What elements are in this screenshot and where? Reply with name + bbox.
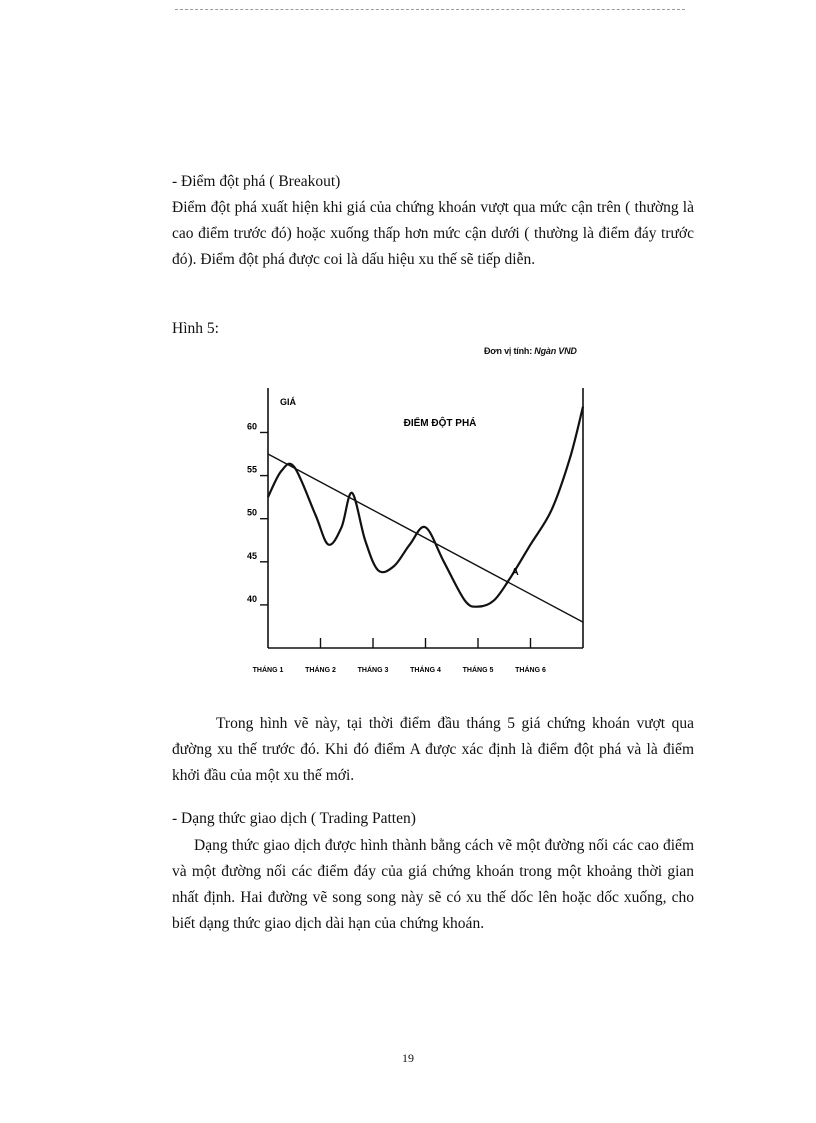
x-category-label: THÁNG 4 xyxy=(410,667,441,674)
paragraph-breakout: Điểm đột phá xuất hiện khi giá của chứng khoán vượt qua mức cận trên ( thường là cao điểm trước đó) hoặc xuống thấp hơn mức cận dưới ( thường là điểm đáy trước đó). Điểm đột phá được coi là dấu hiệu xu thế sẽ tiếp diễn. xyxy=(172,199,694,268)
chart-title: ĐIỂM ĐỘT PHÁ xyxy=(403,418,477,429)
page-number: 19 xyxy=(402,1051,414,1065)
section-heading-breakout: - Điểm đột phá ( Breakout) xyxy=(172,173,341,190)
x-category-label: THÁNG 1 xyxy=(252,667,284,674)
y-axis-title: GIÁ xyxy=(280,397,297,407)
paragraph-trading-pattern: Dạng thức giao dịch được hình thành bằng cách vẽ một đường nối các cao điểm và một đường nối các điểm đáy của giá chứng khoán trong một khoảng thời gian nhất định. Hai đường vẽ song song này sẽ có xu thế dốc lên hoặc dốc xuống, cho biết dạng thức giao dịch dài hạn của chứng khoán. xyxy=(172,837,694,932)
breakout-point-label: A xyxy=(511,567,519,579)
x-category-label: THÁNG 5 xyxy=(462,667,494,674)
figure-label: Hình 5: xyxy=(172,320,219,337)
paragraph-figure-explanation: Trong hình vẽ này, tại thời điểm đầu tháng 5 giá chứng khoán vượt qua đường xu thế trước đó. Khi đó điểm A được xác định là điểm đột phá và là điểm khởi đầu của một xu thế mới. xyxy=(172,715,694,784)
price-series-line xyxy=(268,407,583,607)
y-tick-label: 60 xyxy=(246,421,257,432)
y-tick-label: 45 xyxy=(246,550,257,561)
x-category-label: THÁNG 6 xyxy=(515,667,546,674)
y-tick-label: 40 xyxy=(246,593,257,604)
x-category-label: THÁNG 3 xyxy=(357,667,389,674)
y-tick-label: 55 xyxy=(246,464,257,475)
y-tick-label: 50 xyxy=(246,507,257,518)
section-heading-trading-pattern: - Dạng thức giao dịch ( Trading Patten) xyxy=(172,810,416,827)
figure-unit-prefix: Đơn vị tính: xyxy=(484,346,535,356)
figure-unit-value: Ngàn VND xyxy=(534,346,577,356)
x-category-label: THÁNG 2 xyxy=(305,667,336,674)
